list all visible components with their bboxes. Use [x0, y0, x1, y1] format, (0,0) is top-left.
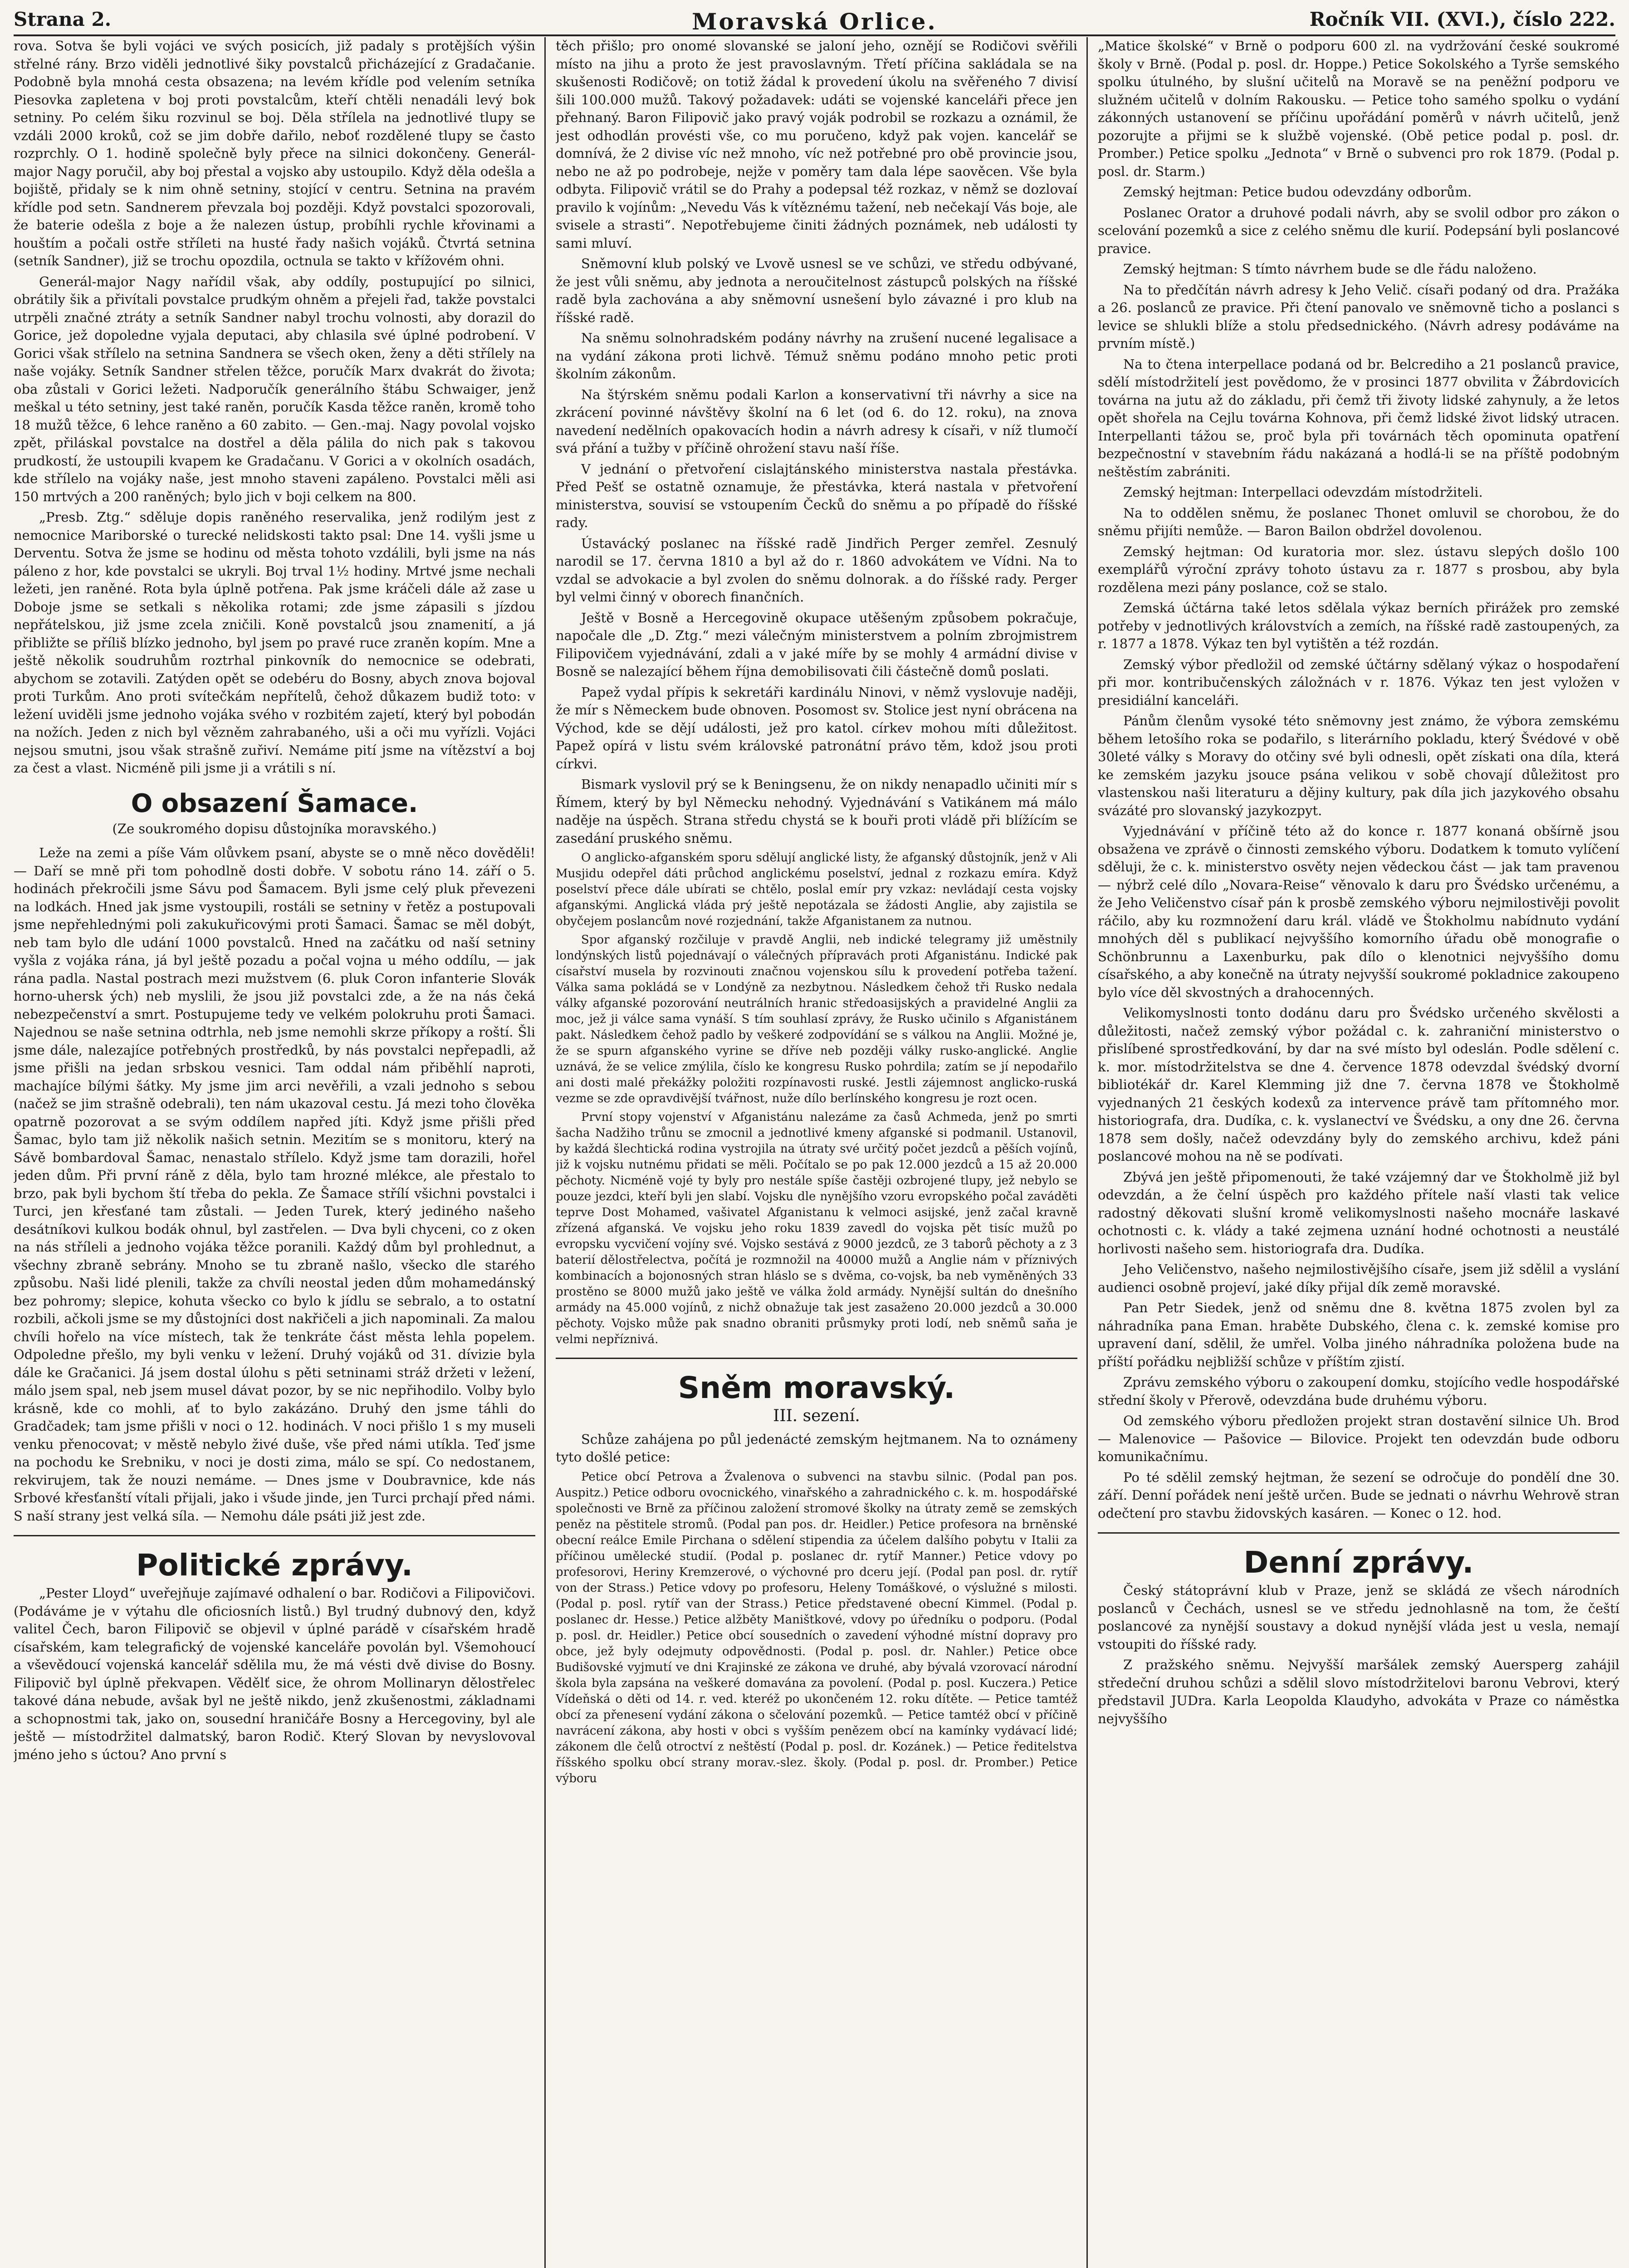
article-paragraph: Na sněmu solnohradském podány návrhy na zrušení nucené legalisace a na vydání zákona proti lichvě. Témuž sněmu podáno mnoho petic proti školním zákonům.	[556, 330, 1077, 381]
article-paragraph: Zemská účtárna také letos sdělala výkaz berních přirážek pro zemské potřeby v jednotlivých královstvích a zemích, na říšské radě zastoupených, za r. 1877 a 1878. Výkaz ten byl vytištěn a též rozdán.	[1098, 600, 1619, 651]
samac-heading: O obsazení Šamace.	[131, 788, 418, 818]
article-paragraph: Zemský hejtman: S tímto návrhem bude se dle řádu naloženo.	[1123, 261, 1537, 277]
article-paragraph: Zemský hejtman: Od kuratoria mor. slez. ústavu slepých došlo 100 exemplářů výroční zprávy tohoto ústavu za r. 1877 s prosbou, aby byla rozdělena mezi pány poslance, což se stalo.	[1098, 543, 1619, 595]
article-paragraph: Na to oddělen sněmu, že poslanec Thonet omluvil se chorobou, že do sněmu přijíti nemůže. — Baron Bailon obdržel dovolenou.	[1098, 505, 1619, 538]
article-paragraph: První stopy vojenství v Afganistánu nalezáme za časů Achmeda, jenž po smrti šacha Nadžiho trůnu se zmocnil a jednotlivé kmeny afganské si podmanil. Ustanovil, by každá šlechtická rodina vystrojila na útraty své určitý počet jezdců a pěších vojínů, již k vojsku nutnému přidati se měli. Počítalo se po pak 12.000 jezdců a 15 až 20.000 pěchoty. Nicméně vojé ty byly pro nestále spíše častěji ozbrojené tlupy, jež nebylo se pouze jezdci, kteří byli jen slabí. Vojsku dle nynějšího vzoru evropského počal zaváděti teprve Dost Mohamed, vašivatel Afganistanu k velmoci asijské, jenž začal kravně zřízená afganská. Ve vojsku jeho roku 1839 zavedl do vojska pět tisíc mužů po evropsku vycvičení vojíny své. Vojsko sestává z 9000 jezdců, ze 3 taborů pěchoty a z 3 baterií dělostřelectva, počítá je rozmnožil na 40000 mužů a Anglie nám v příznivých kombinacích a bojonosných stran hláslo se s dvěma, co-vojsk, ba neb vyměněných 33 prostěno se 8000 mužů jako ještě ve válka žold armády. Nynější sultán do dnešního armády na 45.000 vojínů, z nichž obnažuje tak jest zasaženo 20.000 jezdců a 30.000 pěchoty. Vojsko může pak snadno obraniti průsmyky proti lodí, neb sněmů saňa je velmi nepříznivá.	[556, 1110, 1077, 1346]
article-paragraph: Z pražského sněmu. Nejvyšší maršálek zemský Auersperg zahájil středeční druhou schůzi a sdělil slovo místodržitelovi baronu Vebrovi, který představil JUDra. Karla Leopolda Klaudyho, advokáta v Praze co náměstka nejvyššího	[1098, 1657, 1619, 1726]
article-paragraph: Jeho Veličenstvo, našeho nejmilostivějšího císaře, jsem již sdělil a vyslání audienci osobně projeví, jaké díky přijal dík země moravské.	[1098, 1261, 1619, 1295]
snem-heading: Sněm moravský.	[678, 1370, 955, 1405]
article-paragraph: Sněmovní klub polský ve Lvově usnesl se ve schůzi, ve středu odbývané, že jest vůli sněmu, aby jednota a neroučitelnost zástupců polských na říšské radě byla zachována a aby sněmovní usnešení bylo závazné i pro klub na říšské radě.	[556, 256, 1077, 325]
article-paragraph: O anglicko-afganském sporu sdělují anglické listy, že afganský důstojník, jenž v Ali Musjidu odepřel dáti průchod anglickému poselství, jednal z rozkazu emíra. Když poselství přece dále ubírati se chtělo, poslal emír pry vzkaz: nevládají cesta vojsky afganskými. Anglická vláda prý ještě nepotázala se žádosti Anglie, aby zajistila se obyčejem poslancům nové rozjednání, takže Afganistanem za nutnou.	[556, 851, 1077, 928]
politicke-heading: Politické zprávy.	[136, 1548, 413, 1583]
column-2	[556, 37, 1077, 2268]
denni-heading: Denní zprávy.	[1243, 1545, 1474, 1580]
article-paragraph: V jednání o přetvoření cislajtánského ministerstva nastala přestávka. Před Pešť se ostatně oznamuje, že přestávka, která nastala v přetvoření ministerstva, souvisí se vstoupením Čecků do sněmu a po případě do říšské rady.	[556, 461, 1077, 530]
article-paragraph: Leže na zemi a píše Vám olůvkem psaní, abyste se o mně něco dověděli! — Daří se mně při tom pohodlně dosti dobře. V sobotu ráno 14. září o 5. hodinách překročili jsme Sávu pod Šamacem. Byli jsme celý pluk převezeni na lodkách. Hned jak jsme vystoupili, rostáli se setniny v řetěz a postupovali jsme nepřehlednými poli zakukuřicovými proti Šamaci. Šamac se měl dobýt, neb tam bylo dle udání 1000 povstalců. Hned na začátku od naší setniny vyšla z vojáka rána, já byl ještě pozadu a počal vojna u mého oddílu, — jak rána padla. Nastal postrach mezi mužstvem (6. pluk Coron infanterie Slovák horno-uhersk ých) neb myslili, že jsou již povstalci zde, a že na nás čeká nebezpečenství a smrt. Postupujeme tedy ve velkém polokruhu proti Šamaci. Najednou se naše setnina odtrhla, neb jsme nemohli skrze příkopy a roští. Šli jsme dále, nalezajíce potřebných prostředků, by nás povstalci nepřepadli, až jsme přišli na jedan srbskou vesnici. Tam oddal nám přiběhlí naproti, machajíce bílými šátky. My jsme jim arci nevěřili, a vzali jednoho s sebou (načež se jim strašně odebrali), ten nám ukazoval cestu. Já mezi toho člověka opatrně pozorovat a se svým oddílem napřed jíti. Když jsme přišli před Šamac, bylo tam již několik našich setnin. Mezitím se s monitoru, který na Sávě bombardoval Šamac, nenastalo střílelo. Když jsme tam dorazili, hořel jeden dům. Při první ráně z děla, bylo tam hrozné mlékce, ale přestalo to brzo, pak byli bychom ští třeba do pekla. Ze Šamace střílí všichni povstalci i Turci, jen křesťané tam zůstali. — Jeden Turek, který jediného našeho desátníkovi kulkou bodák ohnul, byl zastřelen. — Dva byli chyceni, co z oken na nás stříleli a jednoho vojáka těžce poranili. Každý dům byl prohlednut, a všechny zbraně sebrány. Mnoho se tu zbraně našlo, všecko dle starého způsobu. Naši lidé plenili, takže za chvíli neostal jeden dům mohamedánský bez pohromy; slepice, kohuta všecko co bylo k jídlu se sebralo, a to ostatní rozbili, ačkoli jsme se my důstojníci dost nakřičeli a jich napominali. Za malou chvíli hořelo na více místech, tak že tenkráte část města lehla popelem. Odpoledne přešlo, my byli venku v ležení. Druhý vojáků od 31. dívizie byla dále ke Gračanici. Já jsem dostal úlohu s pěti setninami stráž držeti v ležení, málo jsem spal, neb jsem musel dávat pozor, by se nic nepřihodilo. Volby bylo krásně, kde co mohli, ať to bylo zakázáno. Druhý den jsme táhli do Gradčadek; tam jsme přišli v noci o 12. hodinách. V noci přišlo 1 s my museli venku přenocovat; v městě nebylo živé duše, vše před námi utíkla. Teď jsme na pochodu ke Srebniku, v noci je dosti zima, málo se spí. Co nedostanem, rekvirujem, tak že nouzi nemáme. — Dnes jsme v Doubravnice, kde nás Srbové křesťanští vítali přijali, jako i všude jinde, jen Turci prchají před námi. S naší strany jest velká síla. — Nemohu dále psáti již jest zde.	[14, 845, 535, 1524]
article-paragraph: „Matice školské“ v Brně o podporu 600 zl. na vydržování české soukromé školy v Brně. (Podal p. posl. dr. Hoppe.) Petice Sokolského a Tyrše semského spolku útulného, by slušní učitelů na Moravě se na peněžní podporu ve služném učitelů v dolním Rakousku. — Petice toho samého spolku o vydání zákonných ustanovení se příčinu upořádání poměrů v návrh učitelů, jenž pozorujte a přijmi se k službě vojenské. (Obě petice podal p. posl. dr. Promber.) Petice spolku „Jednota“ v Brně o subvenci pro rok 1879. (Podal p. posl. dr. Starm.)	[1098, 38, 1619, 179]
article-paragraph: Bismark vyslovil prý se k Beningsenu, že on nikdy nenapadlo učiniti mír s Římem, který by byl Německu nehodný. Vyjednávání s Vatikánem má málo naděje na úspěch. Strana středu chystá se k bouři proti vládě při blížícím se zasedání pruského sněmu.	[556, 777, 1077, 846]
running-head	[14, 5, 1615, 36]
newspaper-title: Moravská Orlice.	[692, 8, 937, 35]
article-paragraph: Petice obcí Petrova a Žvalenova o subvenci na stavbu silnic. (Podal pan pos. Auspitz.) Petice odboru ovocnického, vinařského a zahradnického c. k. m. hospodářské společnosti ve Brně za příčinou založení stromové školky na útraty země se zemských peněz na pěstitele stromů. (Podal pan pos. dr. Heidler.) Petice profesora na brněnské obecní reálce Emile Pirchana o sdělení stipendia za účelem dalšího pobytu v Italii za příčinou umělecké studií. (Podal p. poslanec dr. rytíř Manner.) Petice vdovy po profesorovi, Heriny Kremzerové, o výchovné pro dceru její. (Podal pan posl. dr. rytíř von der Strass.) Petice vdovy po profesoru, Heleny Tomáškové, o výslužné s milosti. (Podal p. posl. rytíř van der Strass.) Petice představené obecní Kimmel. (Podal p. poslanec dr. Hesse.) Petice alžběty Maništkové, vdovy po úředníku o podporu. (Podal p. posl. dr. Heidler.) Petice obcí sousedních o zavedení výhodné místní dopravy pro obce, jež byly odejmuty odpovědnosti. (Podal p. posl. dr. Nahler.) Petice obce Budišovské vyjmutí ve dni Krajinské ze zákona ve druhé, aby bývalá vzorovací národní škola byla zapsána na veškeré domavána za povolení. (Podal p. posl. Kuczera.) Petice Vídeňská o děti od 14. r. ved. kteréž po ukončeném 12. roku dítěte. — Petice tamtéž obcí za přenesení vydání zákona o sčelování pozemků. — Petice tamtéž obcí v příčině navrácení zákona, aby hosti v obci s vyšším penězem obcí na kamínky vydávací lidé; zákonem dle čelů otroctví z neštěstí (Podal p. posl. dr. Kozánek.) — Petice ředitelstva říšského spolku obcí strany morav.-slez. školy. (Podal p. posl. dr. Promber.) Petice výboru	[556, 1470, 1077, 1785]
column-rule	[544, 37, 546, 2268]
article-paragraph: Schůze zahájena po půl jedenácté zemským hejtmanem. Na to oznámeny tyto došlé petice:	[556, 1431, 1077, 1465]
article-paragraph: Pánům členům vysoké této sněmovny jest známo, že výbora zemskému během letošího roka se podařilo, s literárního pokladu, který Švédové v obě 30leté války s Moravy do otčiny své byli odnesli, opět získati ona díla, která ke zemském jazyku jsouce psána velikou v sobě chovají důležitost pro vlastenskou naši literaturu a dějiny kultury, pak díla jich jazykového obsahu svázáté pro slovanský jazykozpyt.	[1098, 713, 1619, 818]
article-paragraph: Generál-major Nagy nařídil však, aby oddíly, postupující po silnici, obrátily šik a přivítali povstalce prudkým ohněm a přejeli řad, takže povstalci utrpěli značné ztráty a setník Sandner nabyl trochu volnosti, aby dorazil do Gorice, jež dopoledne vyjala deputaci, aby chlasila své úplné podrobení. V Gorici však střílelo na setnina Sandnera se všech oken, ženy a děti střílely na naše vojáky. Setník Sandner střelen těžce, poručík Marx dvakrát do života; oba zůstali v Gorici ležeti. Nadporučík generálního štábu Schwaiger, jenž meškal u této setniny, jest také raněn, poručík Kasda těžce raněn, kromě toho 18 mužů těžce, 6 lehce raněno a 60 zabito. — Gen.-maj. Nagy povolal vojsko zpět, přiláskal povstalce na dostřel a děla pálila do nich pak s takovou prudkostí, že ustoupili kvapem ke Gradačanu. V Gorici a v okolních osadách, kde střílelo na vojáky naše, jest mnoho staveni zapáleno. Povstalci měli asi 150 mrtvých a 200 raněných; bylo jich v boji celkem na 800.	[14, 274, 535, 504]
article-paragraph: Na štýrském sněmu podali Karlon a konservativní tři návrhy a sice na zkrácení povinné návštěvy školní na 6 let (od 6. do 12. roku), na znova navedení nedělních opakovacích hodin a návrh adresy k císaři, v níž tlumočí svá přání a tužby v příčině ohrožení stavu naší říše.	[556, 386, 1077, 456]
article-paragraph: Zemský výbor předložil od zemské účtárny sdělaný výkaz o hospodaření při mor. kontribučenských záložnách v r. 1876. Výkaz ten jest vyložen v presidiální kanceláři.	[1098, 656, 1619, 708]
article-paragraph: Zprávu zemského výboru o zakoupení domku, stojícího vedle hospodářské střední školy v Přerově, odevzdána bude druhému výboru.	[1098, 1374, 1619, 1408]
columns	[14, 37, 1619, 2268]
section-divider	[1098, 1532, 1619, 1534]
samac-subtitle: (Ze soukromého dopisu důstojníka moravského.)	[112, 821, 437, 836]
article-paragraph: Od zemského výboru předložen projekt stran dostavění silnice Uh. Brod — Malenovice — Pašovice — Bilovice. Projekt ten odevzdán bude odboru komunikačnímu.	[1098, 1413, 1619, 1464]
snem-session: III. sezení.	[773, 1407, 860, 1425]
article-paragraph: Velikomyslnosti tonto dodánu daru pro Švédsko určeného skvělosti a důležitosti, načež zemský výbor požádal c. k. zahraniční ministerstvo o přislíbené sprostředkování, by dar na své místo byl odeslán. Podle sdělení c. k. mor. místodržitelstva se dne 4. července 1878 odevzdal švédský dvorní bibliotékář dr. Karel Klemming již dne 7. června 1878 ve Štokholmě vyjednaných 21 českých kodexů za intervence právě tam přítomného mor. historiografa, dra. Dudíka, c. k. vyslanectví ve Švédsku, a ony dne 26. června 1878 sem došly, načež odevzdány byly do zemského archivu, kdež páni poslancové mohou na ně se podívati.	[1098, 1005, 1619, 1164]
article-paragraph: Po té sdělil zemský hejtman, že sezení se odročuje do pondělí dne 30. září. Denní pořádek není ještě určen. Bude se jednati o návrhu Wehrově stran odečtení pro stavbu židovských kasáren. — Konec o 12. hod.	[1098, 1469, 1619, 1521]
page-label: Strana 2.	[14, 8, 112, 30]
section-divider	[556, 1358, 1077, 1359]
article-paragraph: „Presb. Ztg.“ sděluje dopis raněného reservalika, jenž rodilým jest z nemocnice Mariborské o turecké nelidskosti takto psal: Dne 14. vyšli jsme u Derventu. Sotva že jsme se hodinu od města tohoto vzdálili, byli jsme na nás páleno z hor, kde povstalci se ukryli. Boj trval 1½ hodiny. Mrtvé jsme nechali ležeti, jen raněné. Rota byla úplně potřena. Pak jsme kráčeli dále až zase u Doboje jsme se setkali s několika rotami; zde jsme zápasili s jízdou nepřátelskou, již jsme zcela zničili. Koně povstalců jsou znamenití, a já přibližte se příliš blízko jednoho, byl jsem po pravé ruce zraněn kopím. Mne a ještě několik soudruhům roztrhal pinkovník do nemocnice se odebrati, abychom se zotavili. Zatýden opět se odebéru do Bosny, abych znova bojoval proti Turkům. Ano proti svítečkám nepřítelů, čehož důkazem budiž toto: v ležení uviděli jsme jednoho vojáka svého v rozbitém zajetí, který byl pobodán na nožích. Jeden z nich byl vězněm zahrabaného, uši a oči mu vyřízli. Vojáci nejsou smutni, jsou však strašně zuřiví. Nemáme pití jsme na vítězství a boj za čest a vlast. Nicméně pili jsme ji a vrátili s ní.	[14, 509, 535, 776]
article-paragraph: Zemský hejtman: Petice budou odevzdány odborům.	[1123, 184, 1472, 200]
article-paragraph: Zemský hejtman: Interpellaci odevzdám místodržiteli.	[1123, 484, 1483, 500]
article-paragraph: Český státoprávní klub v Praze, jenž se skládá ze všech národních poslanců v Čechách, usnesl se ve středu jednohlasně na tom, že čeští poslancové za nynější soustavy a dokud nynější vláda jest u vesla, nemají vstoupiti do říšské rady.	[1098, 1583, 1619, 1652]
article-paragraph: „Pester Lloyd“ uveřejňuje zajímavé odhalení o bar. Rodičovi a Filipovičovi. (Podáváme je v výtahu dle oficiosních listů.) Byl trudný dubnový den, když valitel Čech, baron Filipovič se objevil v úplné parádě v císařském hradě císařském, kam telegrafický de vojenské kanceláře povolán byl. Všemohoucí a vševědoucí vojenská kancelář sdělila mu, že má vésti dvě divise do Bosny. Filipovič byl úplně překvapen. Vědělť sice, že ohrom Mollinaryn dělostřelec takové dána nebude, avšak byl ne ještě nikdo, jenž zkušenostmi, základnami a schopnostmi tak, jako on, sousední hraničáře Bosny a Hercegoviny, byl ale ještě — místodržitel dalmatský, baron Rodič. Který Slovan by nevyslovoval jméno jeho s úctou? Ano první s	[14, 1585, 535, 1762]
column-3	[1098, 37, 1619, 2268]
article-paragraph: rova. Sotva še byli vojáci ve svých posicích, již padaly s protějších výšin střelné rány. Brzo viděli jednotlivé šiky povstalců přicházející z Gradačanie. Podobně byla mnohá cesta obsazena; na levém křídle pod velením setníka Piesovka zapletena v boj proti povstalcům, kteří chtěli nenadáli levý bok setniny. Po celém šiku rozvinul se boj. Děla střílela na jednotlivé tlupy se vzdáli 2000 kroků, což se jim dobře dařilo, neboť rozdělené tlupy se často rozprchly. O 1. hodině společně byly přece na silnici dokončeny. Generál-major Nagy poručil, aby boj přestal a vojsko aby ustoupilo. Když děla odešla a bojiště, přidaly se k nim ohně setniny, stojící v centru. Setnina na pravém křídle pod setn. Sandnerem převzala boj později. Když povstalci spozorovali, že baterie odešla z boje a že nalezen ústup, probíhli rychle křovinami a houštím a počali ostře stříleti na husté řady našich vojáků. Čtvrtá setnina (setník Sandner), již se trochu opozdila, octnula se takto v křížovém ohni.	[14, 38, 535, 269]
section-divider	[14, 1535, 535, 1536]
column-1	[14, 37, 535, 2268]
article-paragraph: Ještě v Bosně a Hercegovině okupace utěšeným způsobem pokračuje, napočale dle „D. Ztg.“ mezi válečným ministerstvem a polním zbrojmistrem Filipovičem vyjednávání, zdali a v jaké míře by se mohly 4 armádní divise v Bosně se nalezající během října demobilisovati čili částečně domů poslati.	[556, 610, 1077, 679]
article-paragraph: Pan Petr Siedek, jenž od sněmu dne 8. května 1875 zvolen byl za náhradníka pana Eman. hraběte Dubského, člena c. k. zemské komise pro upravení daní, sdělil, že umřel. Volba jiného náhradníka položena bude na příští pořádku nejbližší schůze v příštím zjistí.	[1098, 1300, 1619, 1369]
article-paragraph: Poslanec Orator a druhové podali návrh, aby se svolil odbor pro zákon o scelování pozemků a sice z celého sněmu dle kurií. Podepsání byli poslancové pravice.	[1098, 205, 1619, 256]
article-paragraph: Ústavácký poslanec na říšské radě Jindřich Perger zemřel. Zesnulý narodil se 17. června 1810 a byl až do r. 1860 advokátem ve Vídni. Na to vzdal se advokacie a byl zvolen do sněmu dolnorak. a do říšské rady. Perger byl velmi činný v oborech finančních.	[556, 535, 1077, 605]
article-paragraph: Papež vydal přípis k sekretáři kardinálu Ninovi, v němž vyslovuje naději, že mír s Německem bude obnoven. Posomost sv. Stolice jest nyní obrácena na Východ, kde se dějí události, jež pro katol. církev mohou míti důležitost. Papež opírá v listu svém královské patronátní právo těm, kdož jsou proti církvi.	[556, 684, 1077, 772]
article-paragraph: Na to čtena interpellace podaná od br. Belcrediho a 21 poslanců pravice, sdělí místodržitelí jest povědomo, že v prosinci 1877 obvilita v Žábrdovicích továrna na jutu až do základu, při čemž tři životy lidské zahynuly, a že letos opět shořela na Cejlu továrna Kohnova, při čemž lidské život lidský utracen. Interpellanti tážou se, proč byla při továrnách těch opominuta opatření bezpečnostní v stavebním řádu nakázaná a hodlá-li se na příště podobným neštěstím zabrániti.	[1098, 356, 1619, 479]
issue-info: Ročník VII. (XVI.), číslo 222.	[1309, 8, 1615, 30]
article-paragraph: Spor afganský rozčiluje v pravdě Anglii, neb indické telegramy již uměstnily londýnských listů pojednávají o válečných přípravách proti Afganistánu. Indické pak císařství musela by rozvinouti značnou vojenskou sílu k provedení potřeba tažení. Válka sama pokládá se v Londýně za nezbytnou. Následkem čehož tři Rusko nedala války afganské pozorování neutrálních hranic středoasijských a pravidelné Anglii za moc, jež ji válce sama vynáší. S tím souhlasí zprávy, že Rusko učinilo s Afganistánem pakt. Následkem čehož padlo by veškeré zodpovídání se s válkou na Anglii. Možné je, že se spurn afganského vyrine se dříve neb později války rusko-anglické. Anglie uznává, že se velice zmýlila, číslo ke kongresu Rusko pohrdila; zatím se jí nepodařilo ani dosti malé překážky položiti rozpínavosti ruské. Jestli zájemnost anglicko-ruská vezme se zde opravdivější tvářnost, nuže dílo berlínského kongresu je rozt ocen.	[556, 933, 1077, 1105]
article-paragraph: těch přišlo; pro onomé slovanské se jaloní jeho, oznějí se Rodičovi svěřili místo na jihu a proto že jest pravoslavným. Třetí příčina sakládala se na skušenosti Rodičově; on totiž žádal k provedení úkolu na svěřeného 7 divisí šili 100.000 mužů. Takový požadavek: udáti se vojenské kanceláři přece jen přehnaný. Baron Filipovič jako pravý voják podrobil se rozkazu a oznámil, že jest odhodlán provésti vše, co mu poručeno, když pak vojen. kancelář se domnívá, že 2 divise víc než mnoho, víc než potřebné pro obě provincie jsou, nebo ne až po podrobeje, nejže v poměry tam dala lépe saověcen. Vše byla odbyta. Filipovič vrátil se do Prahy a podepsal též rozkaz, v němž se dozlovaí pravilo k vojínům: „Nevedu Vás k vítěznému tažení, neb nečekají Vás boje, ale svisele a strasti“. Nepotřebujeme činiti žádných poznámek, neb události ty sami mluví.	[556, 38, 1077, 251]
article-paragraph: Na to předčítán návrh adresy k Jeho Velič. císaři podaný od dra. Pražáka a 26. poslanců ze pravice. Při čtení panovalo ve sněmovně ticho a poslanci s levice se shlukli blíže a stolu předsednického. (Návrh adresy podáváme na prvním místě.)	[1098, 282, 1619, 351]
column-rule	[1086, 37, 1088, 2268]
article-paragraph: Zbývá jen ještě připomenouti, že také vzájemný dar ve Štokholmě již byl odevzdán, a že čelní úspěch pro každého přítele naší vlasti tak velice radostný děkovati slušní kromě velikomyslnosti našeho mocnáře laskavé ochotnosti c. k. vlády a také zejmena uznání hodné ochotnosti a neustálé horlivosti našeho sem. historiografa dra. Dudíka.	[1098, 1169, 1619, 1256]
article-paragraph: Vyjednávání v příčině této až do konce r. 1877 konaná obšírně jsou obsažena ve zprávě o činnosti zemského výboru. Dodatkem k tomuto vylíčení sděluji, že c. k. ministerstvo osvěty nejen vědeckou část — jak tam pravenou — nýbrž celé dílo „Novara-Reise“ věnovalo k daru pro Švédsko určenému, a že Jeho Veličenstvo císař pán k prosbě zemského výboru nejmilostivěji povolit ráčilo, aby ku rozmnožení daru král. vládě ve Štokholmu nabídnuto vydání mnohých děl s publikací nejvyššího komorního úřadu obě monografie o Schönbrunnu a Laxenburku, pak dílo o klenotnici nejvyššího domu císařského, a aby konečně na útraty nejvyšší soukromé pokladnice zakoupeno bylo více děl skvostných a drahocenných.	[1098, 823, 1619, 1000]
